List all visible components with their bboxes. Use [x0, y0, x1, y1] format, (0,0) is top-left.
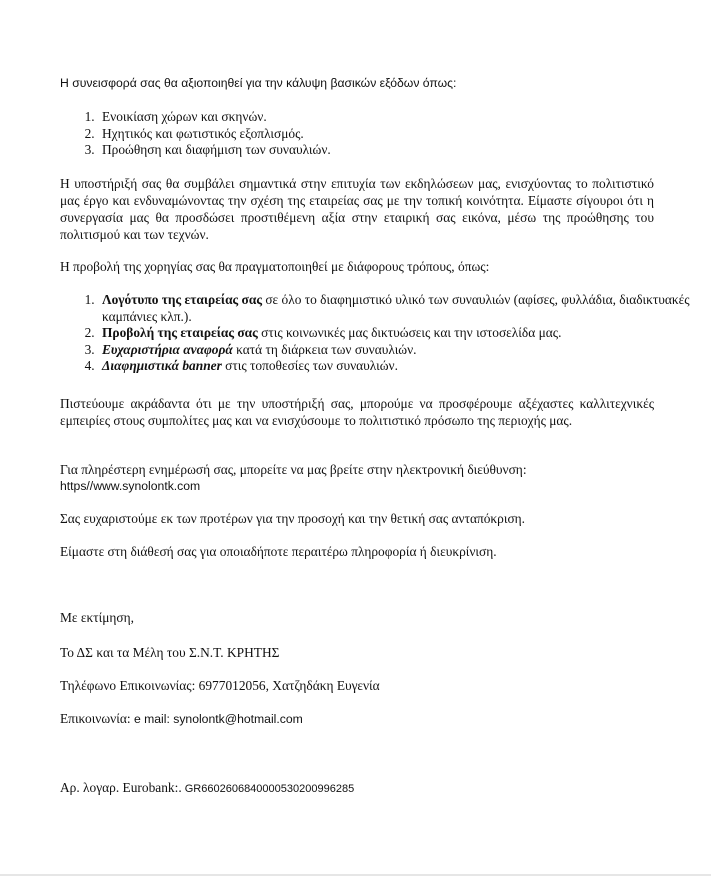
bank-line: [60, 780, 654, 796]
item-text: σε όλο το διαφημιστικό υλικό των συναυλιών (αφίσες, φυλλάδια, διαδικτυακές καμπάνιες κλπ.).: [102, 292, 690, 324]
phone-value: 6977012056, Χατζηδάκη Ευγενία: [195, 678, 380, 693]
phone-label: Τηλέφωνο Επικοινωνίας:: [60, 678, 196, 693]
list-item: 3. Προώθηση και διαφήμιση των συναυλιών.: [98, 142, 692, 159]
bank-label: Αρ. λογαρ. Eurobank:.: [60, 780, 182, 795]
info-text: Για πληρέστερη ενημέρωσή σας, μπορείτε να μας βρείτε στην ηλεκτρονική διεύθυνση:: [60, 462, 527, 477]
email-value[interactable]: e mail: synolontk@hotmail.com: [130, 712, 303, 726]
promotion-intro: Η προβολή της χορηγίας σας θα πραγματοποιηθεί με διάφορους τρόπους, όπως:: [60, 259, 490, 274]
regards-line: Με εκτίμηση,: [60, 610, 134, 625]
list-item: 1. Ενοικίαση χώρων και σκηνών.: [98, 109, 692, 126]
phone-line: [60, 678, 654, 694]
list-item: [98, 358, 692, 375]
thanks-line: Σας ευχαριστούμε εκ των προτέρων για την προσοχή και την θετική σας ανταπόκριση.: [60, 511, 526, 526]
list-item: [98, 325, 692, 342]
item-bold: Προβολή της εταιρείας σας: [102, 325, 258, 341]
item-text: στις κοινωνικές μας δικτυώσεις και την ιστοσελίδα μας.: [257, 325, 562, 341]
item-bold: Ευχαριστήρια αναφορά: [102, 341, 233, 357]
availability-line: Είμαστε στη διάθεσή σας για οποιαδήποτε περαιτέρω πληροφορία ή διευκρίνιση.: [60, 544, 497, 559]
item-bold: Διαφημιστικά banner: [102, 358, 222, 374]
list-item: [98, 342, 692, 359]
website-link[interactable]: https//www.synolontk.com: [60, 479, 201, 493]
promotion-list: [60, 292, 692, 375]
signature-line: Το ΔΣ και τα Μέλη του Σ.Ν.Τ. ΚΡΗΤΗΣ: [60, 645, 280, 660]
expenses-list: [60, 109, 692, 159]
item-text: στις τοποθεσίες των συναυλιών.: [221, 358, 398, 374]
list-item: [98, 292, 692, 325]
info-paragraph: [60, 462, 654, 494]
support-paragraph: Η υποστήριξή σας θα συμβάλει σημαντικά στην επιτυχία των εκδηλώσεων μας, ενισχύοντας το πολιτιστικό μας έργο και ενδυναμώνοντας την σχέση της εταιρείας σας με την τοπική κοινότητα. Είμαστε σίγουροι ότι η συνεργασία μας θα προσδώσει προστιθέμενη αξία στην εταιρική σας εικόνα, μέσω της προώθησης του πολιτισμού και των τεχνών.: [60, 176, 654, 242]
item-bold: Λογότυπο της εταιρείας σας: [102, 292, 262, 307]
email-line: [60, 711, 654, 727]
belief-paragraph: Πιστεύουμε ακράδαντα ότι με την υποστήριξή σας, μπορούμε να προσφέρουμε αξέχαστες καλλιτεχνικές εμπειρίες στους συμπολίτες μας και να ενισχύσουμε το πολιτιστικό πρόσωπο της περιοχής μας.: [60, 396, 654, 428]
item-text: κατά τη διάρκεια των συναυλιών.: [232, 341, 417, 357]
iban-value: GR6602606840000530200996285: [181, 783, 355, 795]
email-label: Επικοινωνία:: [60, 711, 131, 726]
list-item: 2. Ηχητικός και φωτιστικός εξοπλισμός.: [98, 126, 692, 143]
page-bottom-divider: [0, 874, 711, 876]
intro-line: Η συνεισφορά σας θα αξιοποιηθεί για την κάλυψη βασικών εξόδων όπως:: [60, 76, 457, 90]
